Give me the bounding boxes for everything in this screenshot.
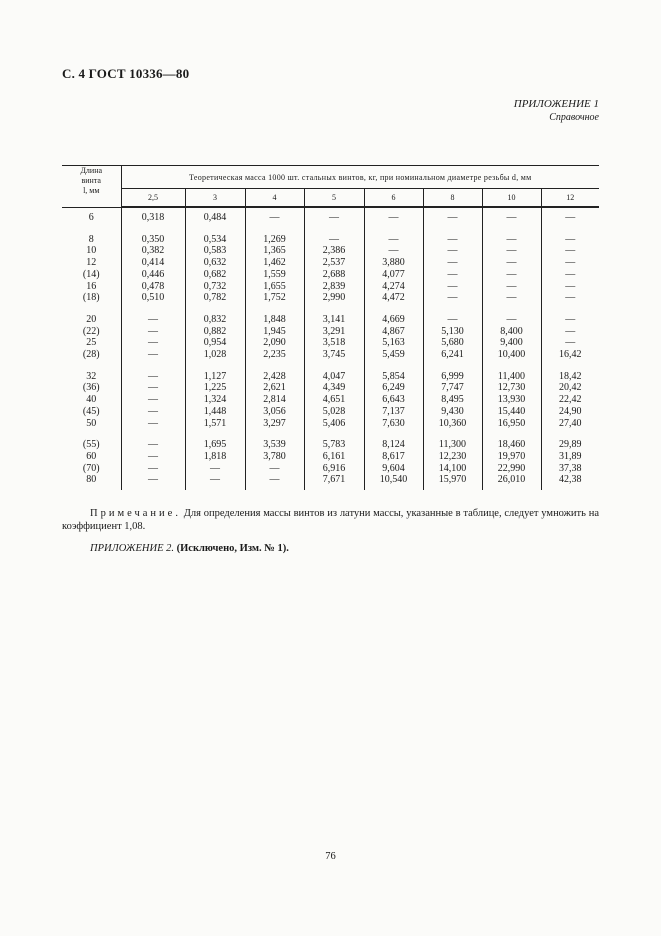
mass-cell: 1,752 — [245, 292, 304, 304]
mass-cell: 7,747 — [423, 382, 482, 394]
mass-cell: 5,680 — [423, 337, 482, 349]
spacer-cell — [364, 429, 423, 439]
mass-cell: — — [565, 233, 576, 245]
length-cell: (18) — [62, 292, 121, 304]
mass-cell: 9,400 — [482, 337, 541, 349]
table-row — [62, 451, 599, 463]
appendix-title: ПРИЛОЖЕНИЕ 1 — [513, 98, 599, 110]
appendix2-label: ПРИЛОЖЕНИЕ 2. — [90, 543, 174, 554]
appendix2-line — [90, 543, 289, 554]
mass-cell: 1,365 — [245, 245, 304, 257]
mass-cell: 13,930 — [482, 394, 541, 406]
group-spacer — [62, 304, 599, 314]
mass-cell: 8,400 — [482, 326, 541, 338]
mass-cell: 0,882 — [185, 326, 245, 338]
mass-cell: 0,414 — [121, 257, 185, 269]
mass-cell: 4,047 — [304, 371, 364, 383]
length-cell: (14) — [62, 269, 121, 281]
mass-cell: 1,945 — [245, 326, 304, 338]
mass-cell: 2,839 — [304, 281, 364, 293]
mass-cell: 14,100 — [423, 463, 482, 475]
mass-cell: — — [121, 314, 185, 326]
stub-header-line: Длина — [80, 166, 103, 175]
table-row — [62, 474, 599, 490]
mass-cell: 1,655 — [245, 281, 304, 293]
group-spacer — [62, 361, 599, 371]
mass-cell: 11,400 — [482, 371, 541, 383]
mass-cell: — — [121, 439, 185, 451]
mass-cell: 19,970 — [482, 451, 541, 463]
mass-cell: — — [565, 212, 576, 223]
mass-cell: — — [482, 269, 541, 281]
column-header-row — [62, 189, 599, 208]
stub-header-line: винта — [81, 176, 101, 185]
mass-cell: 4,349 — [304, 382, 364, 394]
mass-cell: 0,732 — [185, 281, 245, 293]
mass-cell: 0,534 — [185, 234, 245, 246]
mass-cell: 6,643 — [364, 394, 423, 406]
mass-cell: 2,621 — [245, 382, 304, 394]
stub-header-line: l, мм — [83, 186, 100, 195]
mass-cell: 18,460 — [482, 439, 541, 451]
mass-cell: 3,780 — [245, 451, 304, 463]
mass-cell: 10,540 — [364, 474, 423, 490]
length-cell: 10 — [62, 245, 121, 257]
spacer-cell — [62, 224, 121, 234]
table-row — [62, 418, 599, 430]
table-row — [62, 371, 599, 383]
length-cell: 6 — [62, 207, 121, 224]
mass-cell: — — [121, 371, 185, 383]
mass-cell: 29,89 — [559, 439, 582, 451]
appendix2-text: (Исключено, Изм. № 1). — [174, 543, 289, 554]
table-row — [62, 382, 599, 394]
mass-cell: — — [304, 207, 364, 224]
mass-cell: 0,350 — [121, 234, 185, 246]
mass-cell: 12,230 — [423, 451, 482, 463]
mass-table — [62, 165, 599, 490]
mass-cell: — — [423, 245, 482, 257]
mass-cell: 42,38 — [559, 474, 582, 486]
mass-cell: — — [121, 337, 185, 349]
spacer-cell — [482, 224, 541, 234]
spacer-cell — [121, 224, 185, 234]
mass-cell: 3,880 — [364, 257, 423, 269]
length-cell: (55) — [62, 439, 121, 451]
mass-cell: 2,090 — [245, 337, 304, 349]
mass-cell: 1,127 — [185, 371, 245, 383]
mass-cell: 20,42 — [559, 382, 582, 394]
mass-cell: 5,854 — [364, 371, 423, 383]
length-cell: 60 — [62, 451, 121, 463]
mass-cell: — — [482, 257, 541, 269]
spacer-cell — [364, 304, 423, 314]
mass-cell: — — [565, 313, 576, 325]
mass-cell: — — [565, 245, 576, 257]
mass-cell: 1,448 — [185, 406, 245, 418]
mass-cell: 4,077 — [364, 269, 423, 281]
spacer-cell — [541, 361, 599, 371]
mass-cell: — — [121, 463, 185, 475]
mass-cell: 7,137 — [364, 406, 423, 418]
mass-cell: 24,90 — [559, 405, 582, 417]
mass-cell: — — [121, 382, 185, 394]
mass-cell: 16,42 — [559, 349, 582, 361]
mass-cell: 0,782 — [185, 292, 245, 304]
spacer-cell — [121, 429, 185, 439]
mass-cell: — — [121, 418, 185, 430]
mass-cell: — — [185, 474, 245, 490]
column-header: 2,5 — [121, 189, 185, 208]
spacer-cell — [423, 361, 482, 371]
mass-cell: 12,730 — [482, 382, 541, 394]
mass-cell: — — [423, 257, 482, 269]
spacer-cell — [423, 429, 482, 439]
mass-cell: 3,539 — [245, 439, 304, 451]
mass-cell: 5,028 — [304, 406, 364, 418]
appendix-subtitle: Справочное — [549, 112, 599, 123]
spacer-cell — [62, 304, 121, 314]
mass-cell: — — [482, 314, 541, 326]
mass-cell: 31,89 — [559, 450, 582, 462]
mass-cell: 2,428 — [245, 371, 304, 383]
mass-cell: 10,360 — [423, 418, 482, 430]
mass-cell: — — [121, 394, 185, 406]
mass-cell: 8,124 — [364, 439, 423, 451]
mass-cell: 2,814 — [245, 394, 304, 406]
length-cell: 80 — [62, 474, 121, 490]
spacer-cell — [121, 361, 185, 371]
spacer-cell — [245, 304, 304, 314]
note-lead: Примечание. — [90, 508, 181, 519]
mass-cell: 8,617 — [364, 451, 423, 463]
mass-cell: 1,818 — [185, 451, 245, 463]
spacer-cell — [245, 429, 304, 439]
spacer-cell — [245, 361, 304, 371]
group-spacer — [62, 429, 599, 439]
mass-cell: 1,269 — [245, 234, 304, 246]
mass-cell: 0,954 — [185, 337, 245, 349]
mass-cell: 6,241 — [423, 349, 482, 361]
mass-cell: 10,400 — [482, 349, 541, 361]
column-header: 4 — [245, 189, 304, 208]
mass-cell: 0,510 — [121, 292, 185, 304]
length-cell: 16 — [62, 281, 121, 293]
mass-cell: — — [423, 314, 482, 326]
mass-cell: 22,42 — [559, 394, 582, 406]
mass-cell: — — [121, 326, 185, 338]
mass-cell: 3,141 — [304, 314, 364, 326]
spacer-cell — [304, 224, 364, 234]
table-row — [62, 314, 599, 326]
mass-cell: 3,297 — [245, 418, 304, 430]
mass-cell: 5,406 — [304, 418, 364, 430]
mass-cell: — — [565, 280, 576, 292]
spacer-cell — [121, 304, 185, 314]
mass-cell: 1,571 — [185, 418, 245, 430]
mass-cell: 0,682 — [185, 269, 245, 281]
column-header: 3 — [185, 189, 245, 208]
spacer-cell — [185, 361, 245, 371]
mass-cell: 0,318 — [121, 207, 185, 224]
mass-cell: 8,495 — [423, 394, 482, 406]
mass-cell: 2,235 — [245, 349, 304, 361]
mass-cell: 1,324 — [185, 394, 245, 406]
mass-cell: 1,848 — [245, 314, 304, 326]
mass-cell: 26,010 — [482, 474, 541, 490]
mass-cell: 22,990 — [482, 463, 541, 475]
mass-cell: — — [482, 207, 541, 224]
mass-cell: 4,867 — [364, 326, 423, 338]
spacer-cell — [245, 224, 304, 234]
length-cell: 25 — [62, 337, 121, 349]
appendix-block — [514, 98, 599, 124]
table-row — [62, 257, 599, 269]
table-row — [62, 394, 599, 406]
spacer-cell — [185, 304, 245, 314]
mass-cell: 2,990 — [304, 292, 364, 304]
mass-cell: 0,446 — [121, 269, 185, 281]
mass-cell: — — [121, 349, 185, 361]
length-cell: 32 — [62, 371, 121, 383]
spacer-cell — [304, 429, 364, 439]
mass-cell: — — [245, 463, 304, 475]
spacer-cell — [304, 361, 364, 371]
mass-cell: 6,916 — [304, 463, 364, 475]
table-row — [62, 281, 599, 293]
mass-cell: — — [423, 292, 482, 304]
mass-cell: — — [121, 406, 185, 418]
table-row — [62, 207, 599, 224]
mass-cell: 7,630 — [364, 418, 423, 430]
span-header: Теоретическая масса 1000 шт. стальных винтов, кг, при номинальном диаметре резьбы d, мм — [121, 166, 599, 189]
mass-cell: 9,604 — [364, 463, 423, 475]
mass-cell: 5,130 — [423, 326, 482, 338]
mass-cell: — — [423, 269, 482, 281]
mass-cell: 16,950 — [482, 418, 541, 430]
mass-cell: — — [565, 257, 576, 269]
length-cell: (36) — [62, 382, 121, 394]
table-row — [62, 245, 599, 257]
mass-cell: 6,161 — [304, 451, 364, 463]
table-row — [62, 234, 599, 246]
length-cell: (45) — [62, 406, 121, 418]
mass-cell: 4,472 — [364, 292, 423, 304]
table-row — [62, 292, 599, 304]
spacer-cell — [482, 361, 541, 371]
mass-cell: 2,386 — [304, 245, 364, 257]
mass-cell: — — [482, 234, 541, 246]
spacer-cell — [364, 361, 423, 371]
mass-cell: 1,028 — [185, 349, 245, 361]
mass-cell: 6,249 — [364, 382, 423, 394]
table-row — [62, 439, 599, 451]
mass-cell: — — [121, 451, 185, 463]
mass-cell: — — [565, 325, 576, 337]
length-cell: 40 — [62, 394, 121, 406]
mass-cell: 15,440 — [482, 406, 541, 418]
mass-cell: — — [245, 207, 304, 224]
spacer-cell — [541, 304, 599, 314]
column-header: 10 — [482, 189, 541, 208]
spacer-cell — [62, 429, 121, 439]
mass-cell: — — [423, 281, 482, 293]
spacer-cell — [482, 304, 541, 314]
mass-cell: — — [364, 245, 423, 257]
mass-cell: — — [185, 463, 245, 475]
group-spacer — [62, 224, 599, 234]
mass-cell: — — [423, 207, 482, 224]
stub-header — [62, 166, 121, 208]
spacer-cell — [364, 224, 423, 234]
column-header: 8 — [423, 189, 482, 208]
length-cell: 20 — [62, 314, 121, 326]
spacer-cell — [482, 429, 541, 439]
mass-cell: 0,583 — [185, 245, 245, 257]
mass-cell: — — [364, 234, 423, 246]
mass-cell: 4,651 — [304, 394, 364, 406]
mass-cell: 1,559 — [245, 269, 304, 281]
mass-cell: 1,462 — [245, 257, 304, 269]
column-header: 6 — [364, 189, 423, 208]
mass-cell: — — [245, 474, 304, 490]
length-cell: (70) — [62, 463, 121, 475]
table-row — [62, 349, 599, 361]
mass-cell: 5,783 — [304, 439, 364, 451]
mass-cell: 18,42 — [559, 370, 582, 382]
mass-cell: 4,274 — [364, 281, 423, 293]
mass-cell: — — [482, 292, 541, 304]
mass-cell: 0,484 — [185, 207, 245, 224]
spacer-cell — [541, 429, 599, 439]
mass-cell: 0,632 — [185, 257, 245, 269]
mass-cell: 7,671 — [304, 474, 364, 490]
mass-cell: 1,225 — [185, 382, 245, 394]
mass-cell: 3,745 — [304, 349, 364, 361]
mass-cell: 1,695 — [185, 439, 245, 451]
mass-cell: — — [565, 268, 576, 280]
mass-cell: 37,38 — [559, 462, 582, 474]
mass-cell: — — [565, 292, 576, 304]
table-row — [62, 269, 599, 281]
mass-cell: 0,478 — [121, 281, 185, 293]
spacer-cell — [185, 429, 245, 439]
spacer-cell — [423, 304, 482, 314]
length-cell: 12 — [62, 257, 121, 269]
mass-cell: — — [423, 234, 482, 246]
mass-cell: — — [482, 245, 541, 257]
spacer-cell — [62, 361, 121, 371]
length-cell: 50 — [62, 418, 121, 430]
table-row — [62, 406, 599, 418]
mass-cell: 5,459 — [364, 349, 423, 361]
mass-cell: 2,537 — [304, 257, 364, 269]
table-row — [62, 463, 599, 475]
spacer-cell — [185, 224, 245, 234]
mass-cell: 5,163 — [364, 337, 423, 349]
spacer-cell — [304, 304, 364, 314]
mass-cell: 3,518 — [304, 337, 364, 349]
mass-cell: 0,382 — [121, 245, 185, 257]
mass-cell: 0,832 — [185, 314, 245, 326]
mass-cell: 2,688 — [304, 269, 364, 281]
mass-cell: 6,999 — [423, 371, 482, 383]
mass-cell: 27,40 — [559, 417, 582, 429]
mass-cell: 11,300 — [423, 439, 482, 451]
mass-cell: — — [364, 207, 423, 224]
mass-cell: 3,291 — [304, 326, 364, 338]
table-row — [62, 337, 599, 349]
mass-cell: 9,430 — [423, 406, 482, 418]
length-cell: 8 — [62, 234, 121, 246]
spacer-cell — [541, 224, 599, 234]
mass-cell: 15,970 — [423, 474, 482, 490]
page-header: С. 4 ГОСТ 10336—80 — [62, 66, 190, 81]
table-row — [62, 326, 599, 338]
note-paragraph — [62, 507, 599, 533]
mass-cell: — — [565, 337, 576, 349]
mass-cell: 3,056 — [245, 406, 304, 418]
page-number: 76 — [325, 851, 336, 862]
mass-cell: — — [304, 234, 364, 246]
spacer-cell — [423, 224, 482, 234]
table-body — [62, 207, 599, 490]
column-header: 5 — [304, 189, 364, 208]
mass-cell: 4,669 — [364, 314, 423, 326]
note-text: Для определения массы винтов из латуни массы, указанные в таблице, следует умножить на коэффициент 1,08. — [62, 508, 599, 532]
mass-cell: — — [482, 281, 541, 293]
mass-cell: — — [121, 474, 185, 490]
column-header: 12 — [541, 189, 599, 208]
length-cell: (28) — [62, 349, 121, 361]
length-cell: (22) — [62, 326, 121, 338]
